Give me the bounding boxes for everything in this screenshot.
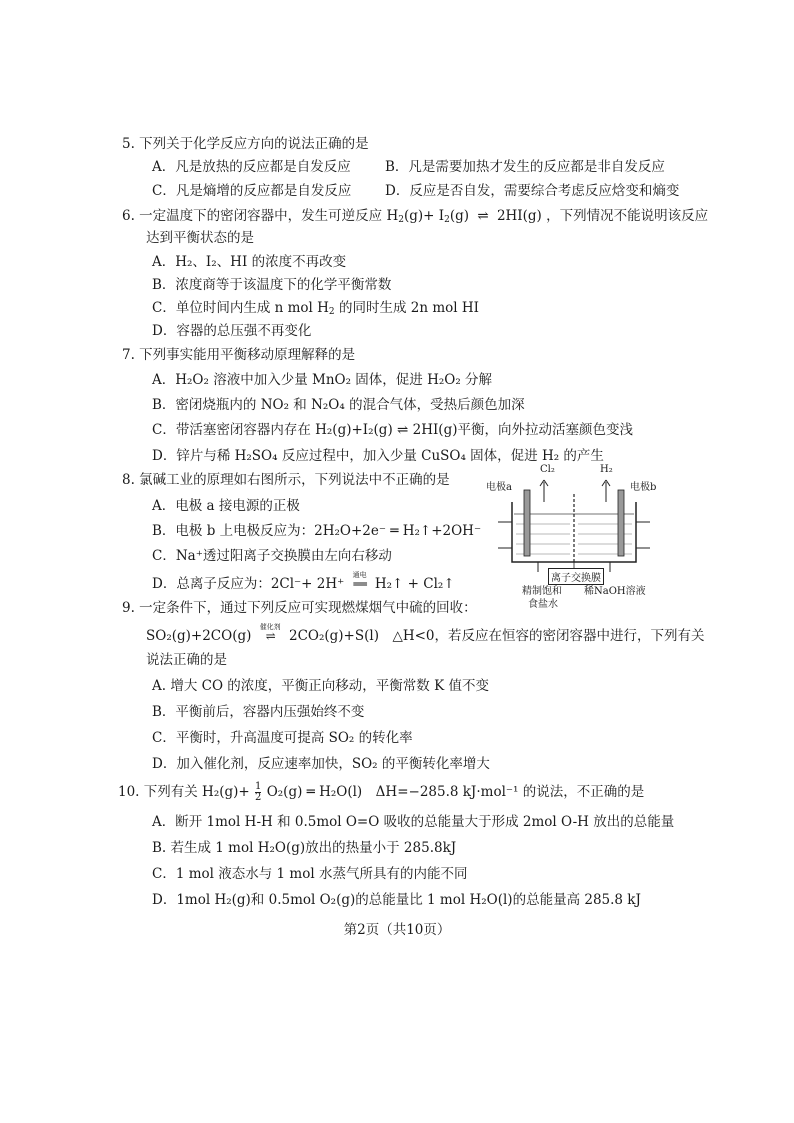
q6-option-b: B．浓度商等于该温度下的化学平衡常数: [152, 277, 392, 293]
arrow-condition-label: 催化剂: [259, 623, 281, 631]
q8-option-d: [152, 572, 455, 594]
q7-option-c: C．带活塞密闭容器内存在 H₂(g)+I₂(g) ⇌ 2HI(g)平衡，向外拉动活塞颜色变浅: [152, 422, 633, 438]
q6-stem-part: 2HI(g) ，下列情况不能说明该反应: [496, 208, 709, 224]
q9-option-d: D．加入催化剂，反应速率加快，SO₂ 的平衡转化率增大: [152, 756, 490, 772]
page-number: 第2页（共10页）: [343, 922, 451, 938]
q7-option-a: A．H₂O₂ 溶液中加入少量 MnO₂ 固体，促进 H₂O₂ 分解: [152, 372, 493, 388]
h2-label: H₂: [600, 464, 613, 475]
membrane-label: 离子交换膜: [548, 568, 604, 585]
q9-option-a: A. 增大 CO 的浓度，平衡正向移动，平衡常数 K 值不变: [152, 678, 489, 694]
q10-option-c: C．1 mol 液态水与 1 mol 水蒸气所具有的内能不同: [152, 866, 468, 882]
q5-option-b: B．凡是需要加热才发生的反应都是非自发反应: [385, 159, 665, 175]
electrolysis-cell-diagram: [484, 464, 664, 610]
q10-option-b: B. 若生成 1 mol H₂O(g)放出的热量小于 285.8kJ: [152, 840, 457, 856]
q9-stem-cont: 说法正确的是: [146, 652, 227, 668]
q5-option-a: A．凡是放热的反应都是自发反应: [152, 159, 351, 175]
electrode-b: [618, 490, 624, 556]
q8-option-b: B．电极 b 上电极反应为：2H₂O+2e⁻ ═ H₂↑+2OH⁻: [152, 523, 482, 539]
q6-stem-part: 6. 一定温度下的密闭容器中，发生可逆反应 H: [122, 208, 399, 224]
catalyst-arrow: [260, 624, 281, 641]
q9-option-c: C．平衡时，升高温度可提高 SO₂ 的转化率: [152, 730, 413, 746]
q10-option-d: D．1mol H₂(g)和 0.5mol O₂(g)的总能量比 1 mol H₂O(l)的总能量高 285.8 kJ: [152, 892, 641, 908]
q6-stem-cont: 达到平衡状态的是: [146, 230, 254, 246]
q6-stem: 6. 一定温度下的密闭容器中，发生可逆反应 $H_2(g)+ I_2(g)$ ⇌ 2HI(g) ，下列情况不能说明该反应: [122, 208, 709, 225]
q6-stem-part: (g): [449, 208, 470, 224]
q8-option-d-part: H₂↑ + Cl₂↑: [374, 576, 455, 592]
equilibrium-arrow: ⇌: [477, 208, 489, 224]
q9-equation-part: SO₂(g)+2CO(g): [146, 628, 252, 644]
q7-option-d: D．锌片与稀 H₂SO₄ 反应过程中，加入少量 CuSO₄ 固体，促进 H₂ 的产生: [152, 448, 604, 464]
electrode-b-label: 电极b: [630, 482, 657, 493]
arrow-condition-label: 通电: [352, 571, 367, 579]
arrow-icon: ══: [353, 577, 366, 591]
q8-option-c: C．Na⁺透过阳离子交换膜由左向右移动: [152, 548, 392, 564]
cl2-label: Cl₂: [540, 464, 555, 475]
q6-option-d: D．容器的总压强不再变化: [152, 323, 312, 339]
q10-stem-part: O₂(g) ═ H₂O(l) ΔH=−285.8 kJ·mol⁻¹ 的说法，不正确的是: [266, 784, 645, 800]
q6-option-c-part: 的同时生成 2n mol HI: [334, 300, 479, 316]
equilibrium-arrow-icon: ⇌: [265, 629, 275, 643]
right-solution-label: 稀NaOH溶液: [584, 586, 646, 597]
q9-equation-part: 2CO₂(g)+S(l) △H<0，若反应在恒容的密闭容器中进行，下列有关: [288, 628, 705, 644]
fraction-numerator: 1: [255, 781, 262, 792]
q9-option-b: B．平衡前后，容器内压强始终不变: [152, 704, 365, 720]
q7-stem: 7. 下列事实能用平衡移动原理解释的是: [122, 347, 356, 363]
q6-option-c-part: C．单位时间内生成 n mol H: [152, 300, 329, 316]
q5-option-d: D．反应是否自发，需要综合考虑反应焓变和熵变: [385, 183, 680, 199]
left-solution-label-2: 食盐水: [528, 599, 558, 610]
fraction-one-half: [255, 782, 261, 803]
q6-stem-part: (g)+ I: [403, 208, 445, 224]
q5-stem: 5. 下列关于化学反应方向的说法正确的是: [122, 136, 369, 152]
q10-stem: [118, 782, 644, 803]
q9-stem: 9. 一定条件下，通过下列反应可实现燃煤烟气中硫的回收：: [122, 600, 477, 616]
q6-option-c: C．单位时间内生成 n mol $H_2$ 的同时生成 2n mol HI: [152, 300, 479, 317]
q7-option-b: B．密闭烧瓶内的 NO₂ 和 N₂O₄ 的混合气体，受热后颜色加深: [152, 397, 525, 413]
fraction-denominator: 2: [255, 792, 262, 803]
electrode-a-label: 电极a: [486, 482, 512, 493]
q5-option-c: C．凡是熵增的反应都是自发反应: [152, 183, 352, 199]
left-solution-label: 精制饱和: [522, 586, 562, 597]
q8-stem: 8. 氯碱工业的原理如右图所示，下列说法中不正确的是: [122, 472, 450, 488]
q8-option-d-part: D．总离子反应为：2Cl⁻+ 2H⁺: [152, 576, 345, 592]
q10-stem-part: 10. 下列有关 H₂(g)+: [118, 784, 250, 800]
q6-option-a: A．H₂、I₂、HI 的浓度不再改变: [152, 254, 347, 270]
q9-equation: [146, 624, 705, 646]
electrolysis-arrow: [353, 572, 367, 589]
q10-option-a: A．断开 1mol H-H 和 0.5mol O=O 吸收的总能量大于形成 2mol O-H 放出的总能量: [152, 814, 675, 830]
q8-option-a: A．电极 a 接电源的正极: [152, 498, 300, 514]
electrode-a: [524, 490, 530, 556]
